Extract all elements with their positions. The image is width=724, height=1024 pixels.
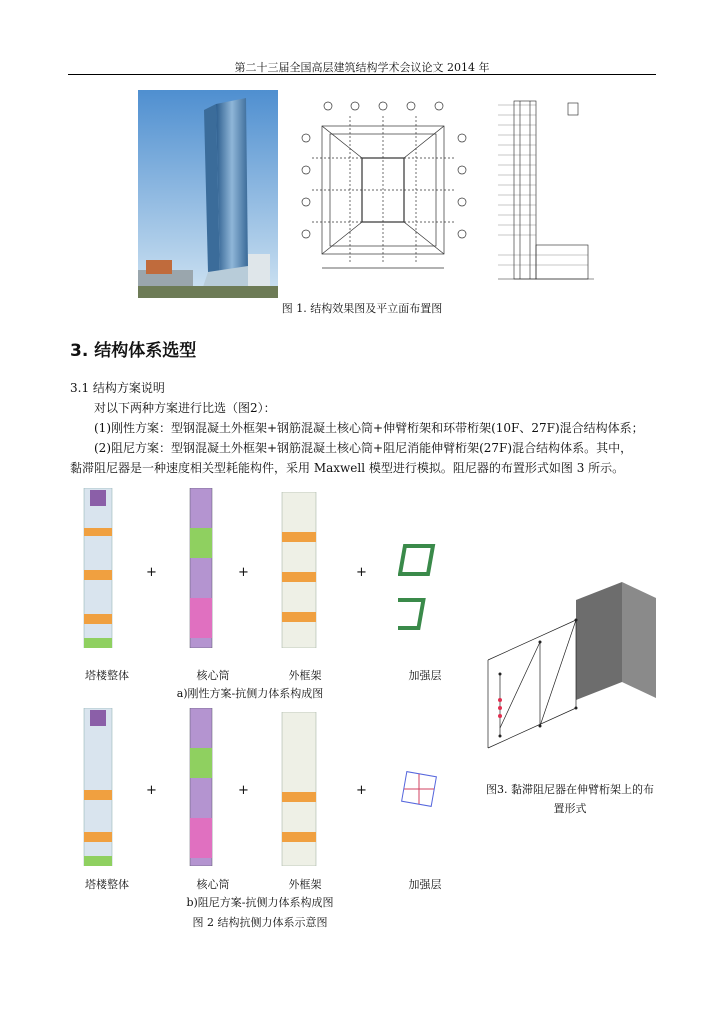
- elevation-drawing: [490, 95, 602, 290]
- paragraph-line: (1)刚性方案：型钢混凝土外框架+钢筋混凝土核心筒+伸臂桁架和环带桁架(10F、27F)混合结构体系；: [94, 421, 644, 435]
- plus-sign: +: [356, 783, 367, 798]
- figure2a-caption: a)刚性方案-抗侧力体系构成图: [176, 687, 324, 700]
- page-header: 第二十三届全国高层建筑结构学术会议论文 2014 年: [234, 61, 490, 74]
- core-tube-model: [182, 488, 222, 648]
- paragraph-line: 对以下两种方案进行比选（图2）：: [94, 401, 276, 415]
- subsection-title: 3.1 结构方案说明: [70, 381, 165, 395]
- plus-sign: +: [356, 565, 367, 580]
- tower-overall-model: [70, 708, 126, 866]
- label-outer-frame: 外框架: [288, 878, 322, 891]
- outer-frame-model: [272, 712, 328, 866]
- strengthened-floor-model: [398, 540, 444, 640]
- figure3-caption-line1: 图3. 黏滞阻尼器在伸臂桁架上的布: [486, 783, 654, 796]
- outer-frame-model: [272, 492, 328, 648]
- label-outer-frame: 外框架: [288, 669, 322, 682]
- damper-layout-diagram: [480, 578, 660, 768]
- label-strengthened-floor: 加强层: [408, 878, 442, 891]
- figure2-caption: 图 2 结构抗侧力体系示意图: [192, 916, 328, 929]
- plus-sign: +: [238, 783, 249, 798]
- plus-sign: +: [238, 565, 249, 580]
- figure2b-caption: b)阻尼方案-抗侧力体系构成图: [186, 896, 334, 909]
- core-tube-model: [182, 708, 222, 866]
- label-strengthened-floor: 加强层: [408, 669, 442, 682]
- paragraph-line: (2)阻尼方案：型钢混凝土外框架+钢筋混凝土核心筒+阻尼消能伸臂桁架(27F)混合结构体系。其中，: [94, 441, 633, 455]
- tower-overall-model: [70, 488, 126, 648]
- plus-sign: +: [146, 565, 157, 580]
- plus-sign: +: [146, 783, 157, 798]
- figure1-caption: 图 1. 结构效果图及平立面布置图: [281, 302, 443, 315]
- building-rendering-image: [138, 90, 278, 298]
- section-title: 3. 结构体系选型: [70, 341, 197, 361]
- paragraph-line: 黏滞阻尼器是一种速度相关型耗能构件，采用 Maxwell 模型进行模拟。阻尼器的布置形式如图 3 所示。: [70, 461, 625, 475]
- header-rule: [68, 74, 656, 75]
- label-core-tube: 核心筒: [196, 878, 230, 891]
- label-core-tube: 核心筒: [196, 669, 230, 682]
- floor-plan-drawing: [300, 98, 468, 276]
- damper-outrigger-model: [392, 764, 448, 816]
- label-tower-overall: 塔楼整体: [85, 878, 129, 891]
- label-tower-overall: 塔楼整体: [85, 669, 129, 682]
- figure3-caption-line2: 置形式: [553, 802, 587, 815]
